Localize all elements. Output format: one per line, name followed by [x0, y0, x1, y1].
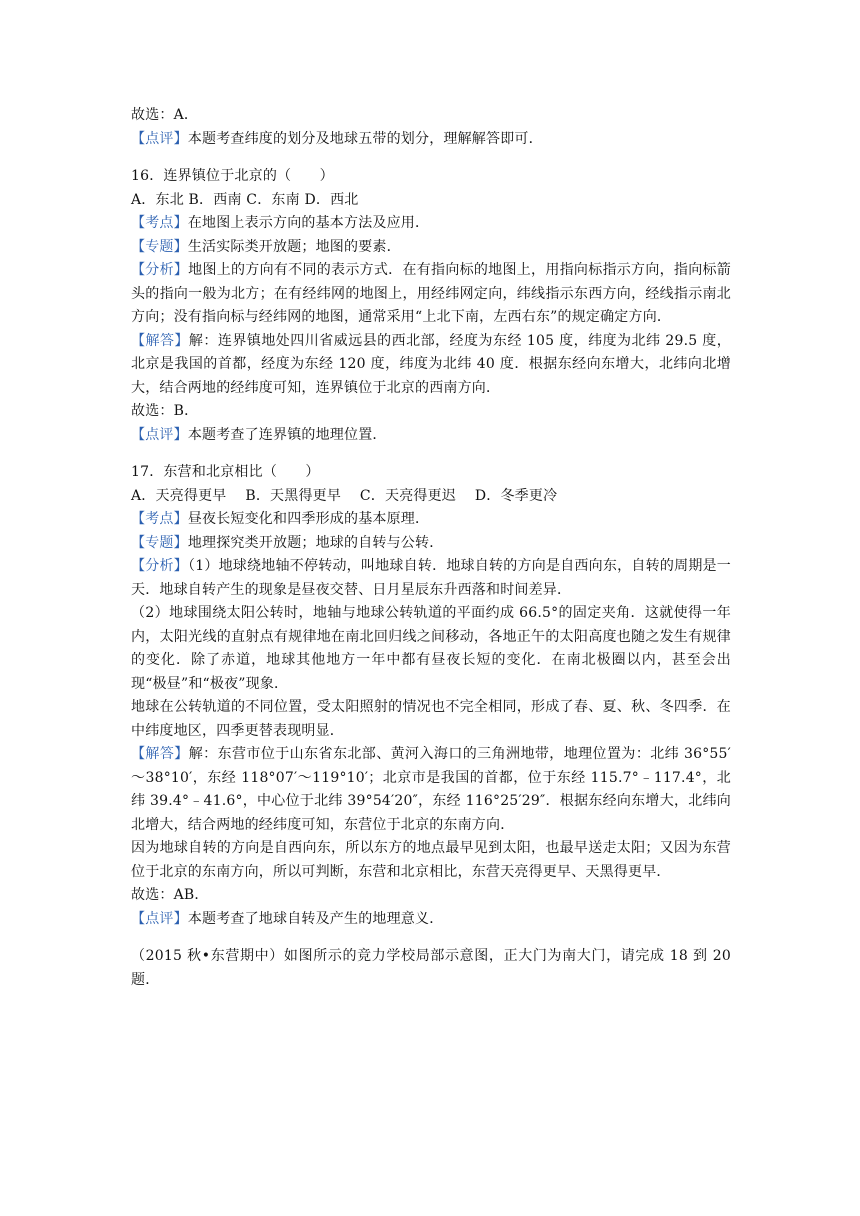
q17-fenxi-1: [131, 555, 731, 602]
review-tag: 【点评】: [131, 910, 188, 927]
q16-kaodian: [131, 212, 731, 236]
q16-options: A．东北 B．西南 C．东南 D．西北: [131, 191, 359, 208]
jieda-text: 解：连界镇地处四川省威远县的西北部，经度为东经 105 度，纬度为北纬 29.5 度，北京是我国的首都，经度为东经 120 度，纬度为北纬 40 度．根据东经向东增大，北纬向北增大，结合两地的经纬度可知，连界镇位于北京的西南方向．: [131, 332, 731, 396]
review-text: 本题考查了连界镇的地理位置．: [187, 426, 387, 443]
q17-zhuanti: [131, 532, 731, 556]
zhuanti-tag: 【专题】: [131, 238, 188, 255]
q17-jieda-2: 因为地球自转的方向是自西向东，所以东方的地点最早见到太阳，也最早送走太阳；又因为东营位于北京的东南方向，所以可判断，东营和北京相比，东营天亮得更早、天黑得更早．: [131, 840, 731, 880]
jieda-text: 解：东营市位于山东省东北部、黄河入海口的三角洲地带，地理位置为：北纬 36°55′～38°10′，东经 118°07′～119°10′；北京市是我国的首都，位于东经 115.7°﹣117.4°，北纬 39.4°﹣41.6°，中心位于北纬 39°54′20″，东经 116°25′29″．根据东经向东增大，北纬向北增大，结合两地的经纬度可知，东营位于北京的东南方向．: [131, 746, 731, 833]
zhuanti-tag: 【专题】: [131, 534, 188, 551]
fenxi-tag: 【分析】: [131, 558, 188, 574]
kaodian-text: 昼夜长短变化和四季形成的基本原理．: [187, 511, 430, 527]
q16-question: 16．连界镇位于北京的（ ）: [131, 168, 334, 184]
fenxi-tag: 【分析】: [131, 262, 189, 278]
q17-jieda-1: [131, 743, 731, 837]
q17-options: A．天亮得更早 B．天黑得更早 C．天亮得更迟 D．冬季更冷: [131, 487, 558, 504]
q17-fenxi-2: （2）地球围绕太阳公转时，地轴与地球公转轨道的平面约成 66.5°的固定夹角．这就使得一年内，太阳光线的直射点有规律地在南北回归线之间移动，各地正午的太阳高度也随之发生有规律的变化．除了赤道，地球其他地方一年中都有昼夜长短的变化．在南北极圈以内，甚至会出现“极昼”和“极夜”现象．: [131, 605, 731, 692]
spacer: [131, 151, 731, 165]
q17-kaodian: [131, 508, 731, 532]
spacer: [131, 931, 731, 945]
q17-answer: 故选：AB．: [131, 887, 209, 903]
next-group-intro: （2015 秋•东营期中）如图所示的竞力学校局部示意图，正大门为南大门，请完成 18 到 20 题．: [131, 948, 731, 988]
review-text: 本题考查了地球自转及产生的地理意义．: [187, 910, 444, 927]
kaodian-text: 在地图上表示方向的基本方法及应用．: [187, 215, 430, 231]
zhuanti-text: 生活实际类开放题；地图的要素．: [187, 238, 401, 255]
kaodian-tag: 【考点】: [131, 511, 188, 527]
review-text: 本题考查纬度的划分及地球五带的划分，理解解答即可．: [187, 130, 543, 147]
jieda-tag: 【解答】: [131, 332, 189, 349]
q17-question: 17．东营和北京相比（ ）: [131, 464, 320, 480]
review-tag: 【点评】: [131, 426, 188, 443]
jieda-tag: 【解答】: [131, 746, 189, 762]
q16-zhuanti: [131, 236, 731, 260]
document-page: [131, 104, 731, 992]
q16-fenxi: [131, 259, 731, 330]
q15-review: [131, 128, 731, 152]
q17-fenxi-3: 地球在公转轨道的不同位置，受太阳照射的情况也不完全相同，形成了春、夏、秋、冬四季．在中纬度地区，四季更替表现明显．: [131, 699, 731, 739]
q15-answer: 故选：A．: [131, 107, 199, 123]
fenxi-text: （1）地球绕地轴不停转动，叫地球自转．地球自转的方向是自西向东，自转的周期是一天．地球自转产生的现象是昼夜交替、日月星辰东升西落和时间差异．: [131, 558, 731, 598]
q16-review: [131, 424, 731, 448]
q16-jieda: [131, 330, 731, 401]
q16-answer: 故选：B．: [131, 403, 199, 419]
spacer: [131, 447, 731, 461]
kaodian-tag: 【考点】: [131, 215, 188, 231]
q17-review: [131, 908, 731, 932]
zhuanti-text: 地理探究类开放题；地球的自转与公转．: [187, 534, 444, 551]
review-tag: 【点评】: [131, 130, 188, 147]
fenxi-text: 地图上的方向有不同的表示方式．在有指向标的地图上，用指向标指示方向，指向标箭头的指向一般为北方；在有经纬网的地图上，用经纬网定向，纬线指示东西方向，经线指示南北方向；没有指向标与经纬网的地图，通常采用“上北下南，左西右东”的规定确定方向．: [131, 262, 731, 325]
